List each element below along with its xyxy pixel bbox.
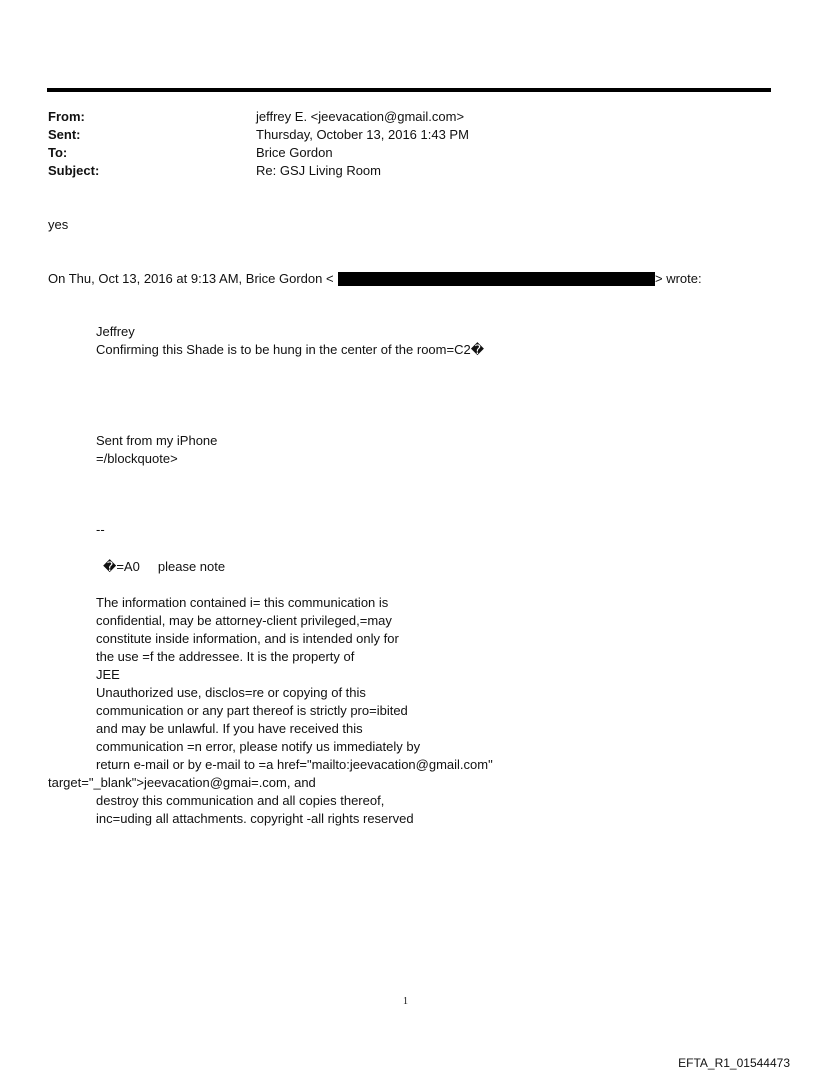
bates-number: EFTA_R1_01544473 [678,1056,790,1070]
greeting: Jeffrey [96,324,135,339]
sent-value: Thursday, October 13, 2016 1:43 PM [256,127,469,142]
page-number: 1 [403,996,408,1007]
disclaimer-line: communication =n error, please notify us immediately by [96,739,421,754]
please-note: �=A0 please note [103,559,226,574]
disclaimer-line: The information contained i= this communication is [96,595,389,610]
redaction-bar [338,272,655,286]
subject-value: Re: GSJ Living Room [256,163,381,178]
disclaimer-line: the use =f the addressee. It is the property of [96,649,355,664]
reply-text: yes [48,217,69,232]
disclaimer-line: confidential, may be attorney-client privileged,=may [96,613,392,628]
header-rule [47,88,771,92]
sent-from-line: Sent from my iPhone [96,433,218,448]
disclaimer-line: destroy this communication and all copies thereof, [96,793,385,808]
blockquote-end: =/blockquote> [96,451,178,466]
disclaimer-line: communication or any part thereof is strictly pro=ibited [96,703,408,718]
signature-separator: -- [96,522,105,537]
message-text: Confirming this Shade is to be hung in the center of the room=C2� [96,342,485,357]
quote-intro-start: On Thu, Oct 13, 2016 at 9:13 AM, Brice Gordon < [48,271,334,286]
disclaimer-line: constitute inside information, and is intended only for [96,631,399,646]
disclaimer-line: inc=uding all attachments. copyright -all rights reserved [96,811,414,826]
from-value: jeffrey E. <jeevacation@gmail.com> [256,109,465,124]
disclaimer-line: target="_blank">jeevacation@gmai=.com, and [48,775,316,790]
disclaimer-line: JEE [96,667,120,682]
disclaimer-line: and may be unlawful. If you have received this [96,721,363,736]
sent-label: Sent: [48,127,81,142]
from-label: From: [48,109,85,124]
quote-intro-end: > wrote: [655,271,702,286]
to-value: Brice Gordon [256,145,333,160]
disclaimer-line: return e-mail or by e-mail to =a href="mailto:jeevacation@gmail.com" [96,757,493,772]
subject-label: Subject: [48,163,100,178]
to-label: To: [48,145,68,160]
disclaimer-line: Unauthorized use, disclos=re or copying of this [96,685,366,700]
